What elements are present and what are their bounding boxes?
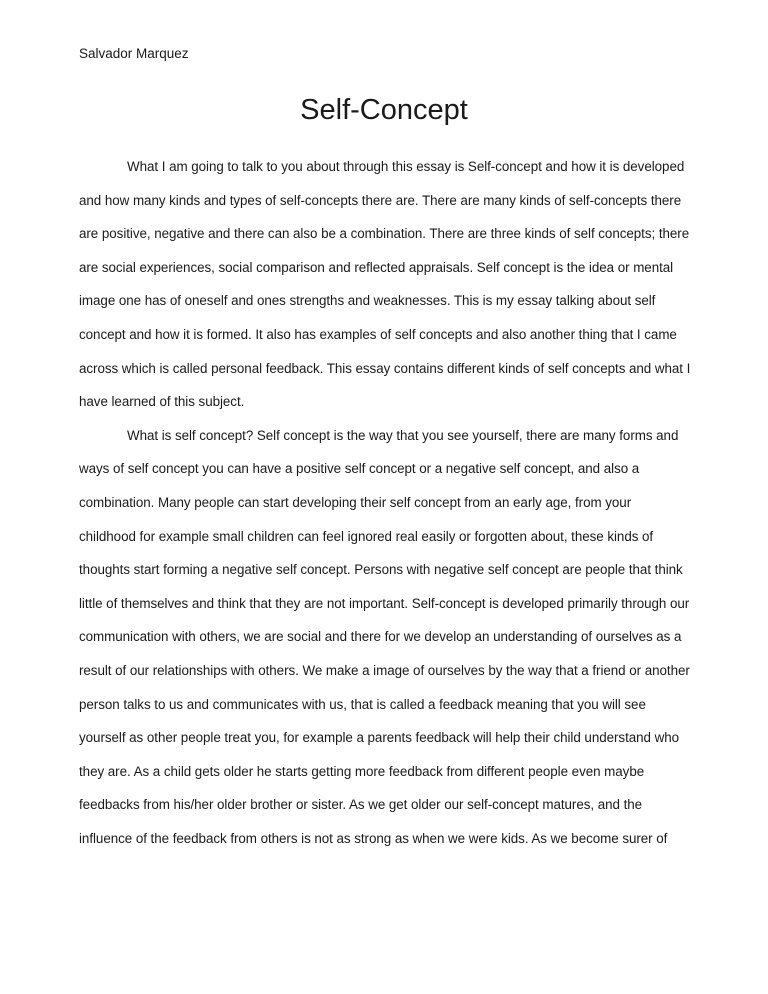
author-name: Salvador Marquez [79,46,189,61]
essay-body [79,150,691,855]
paragraph-introduction: What I am going to talk to you about through this essay is Self-concept and how it is developed and how many kinds and types of self-concepts there are. There are many kinds of self-concepts there are positive, negative and there can also be a combination. There are three kinds of self concepts; there are social experiences, social comparison and reflected appraisals. Self concept is the idea or mental image one has of oneself and ones strengths and weaknesses. This is my essay talking about self concept and how it is formed. It also has examples of self concepts and also another thing that I came across which is called personal feedback. This essay contains different kinds of self concepts and what I have learned of this subject. [79,159,691,410]
document-title: Self-Concept [300,94,468,126]
paragraph-what-is-self-concept: What is self concept? Self concept is the way that you see yourself, there are many forms and ways of self concept you can have a positive self concept or a negative self concept, and also a combination. Many people can start developing their self concept from an early age, from your childhood for example small children can feel ignored real easily or forgotten about, these kinds of thoughts start forming a negative self concept. Persons with negative self concept are people that think little of themselves and think that they are not important. Self-concept is developed primarily through our communication with others, we are social and there for we develop an understanding of ourselves as a result of our relationships with others. We make a image of ourselves by the way that a friend or another person talks to us and communicates with us, that is called a feedback meaning that you will see yourself as other people treat you, for example a parents feedback will help their child understand who they are. As a child gets older he starts getting more feedback from different people even maybe feedbacks from his/her older brother or sister. As we get older our self-concept matures, and the influence of the feedback from others is not as strong as when we were kids. As we become surer of [79,427,690,846]
